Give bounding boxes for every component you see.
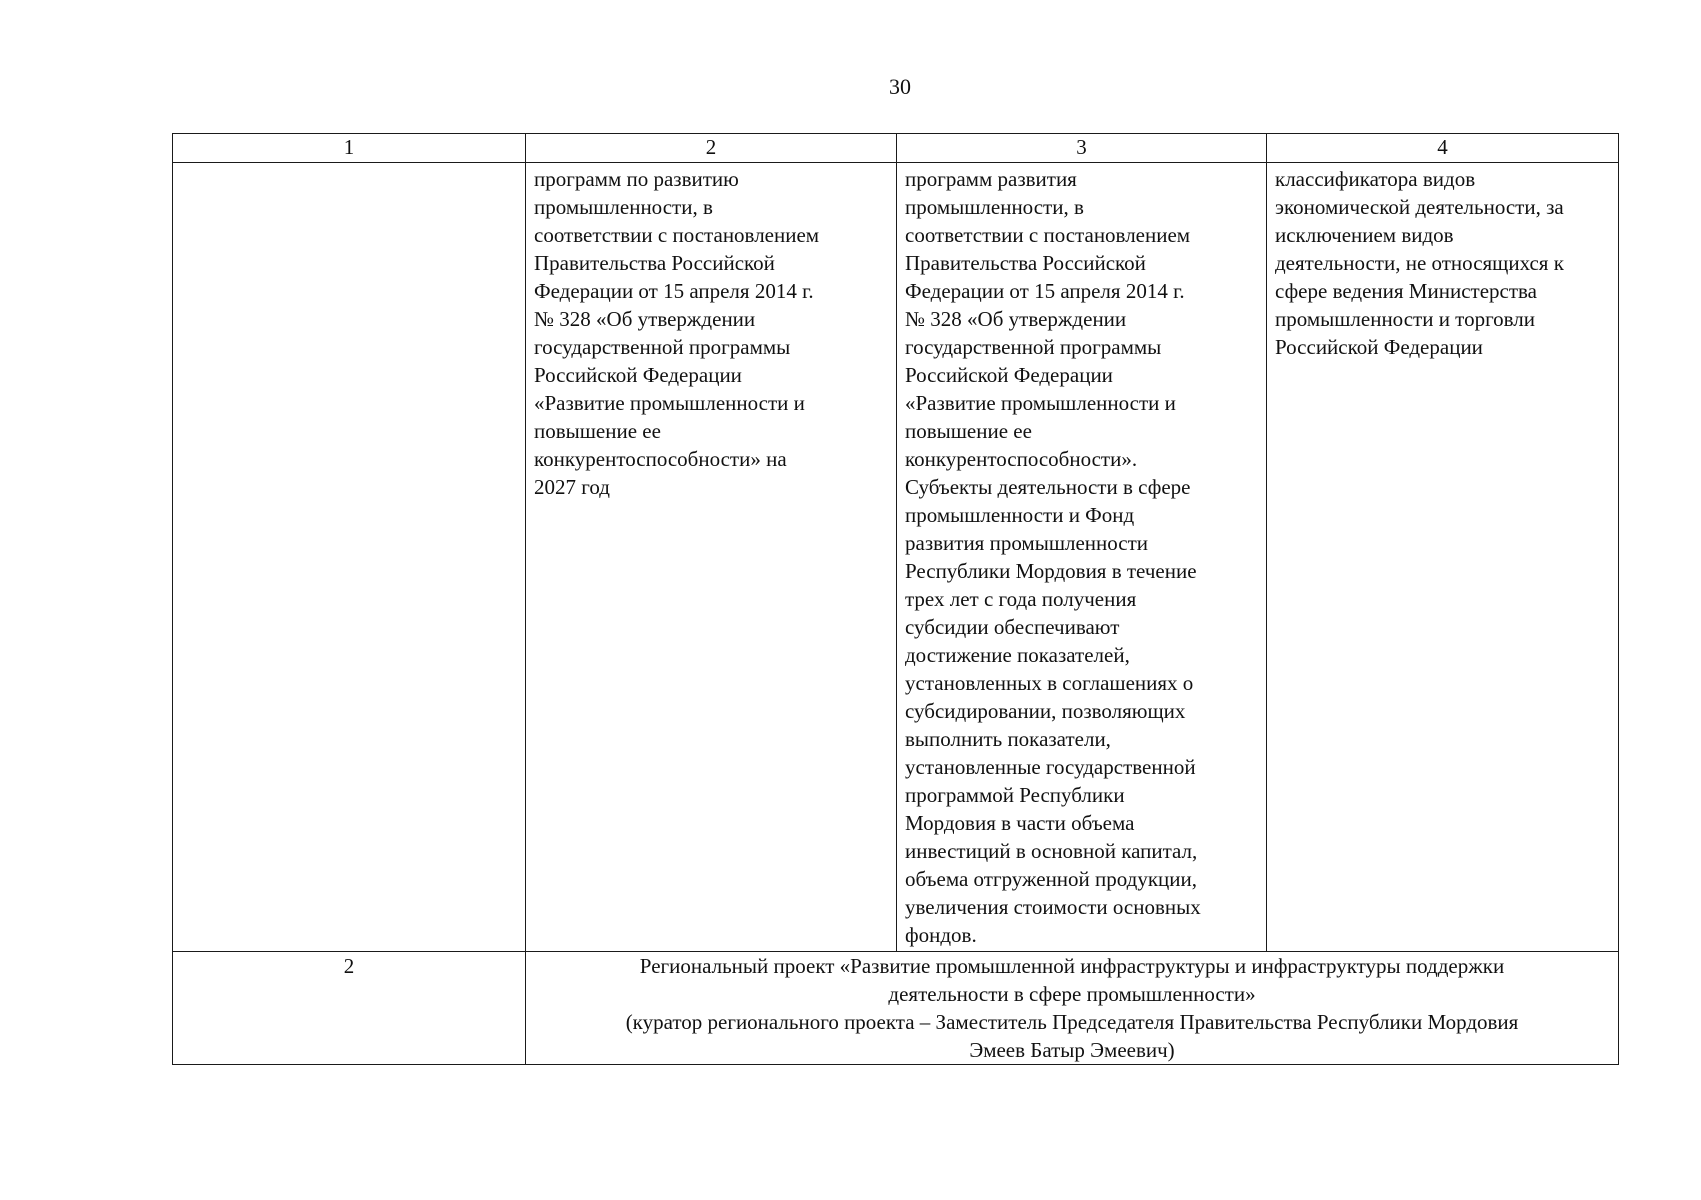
document-table: [172, 133, 1619, 1065]
table-row: [173, 952, 1619, 1065]
row1-col3-text: программ развития промышленности, в соответствии с постановлением Правительства Российской Федерации от 15 апреля 2014 г. № 328 «Об утверждении государственной программы Российской Федерации «Развитие промышленности и повышение ее конкурентоспособности». Субъекты деятельности в сфере промышленности и Фонд развития промышленности Республики Мордовия в течение трех лет с года получения субсидии обеспечивают достижение показателей, установленных в соглашениях о субсидировании, позволяющих выполнить показатели, установленные государственной программой Республики Мордовия в части объема инвестиций в основной капитал, объема отгруженной продукции, увеличения стоимости основных фондов.: [905, 167, 1201, 947]
row2-number: 2: [343, 954, 355, 978]
row1-col3-cell: [897, 163, 1267, 952]
project-curator-line-1: (куратор регионального проекта – Заместитель Председателя Правительства Республики Мордовия: [625, 1010, 1519, 1034]
column-header-3: 3: [897, 134, 1267, 163]
column-header-2: 2: [526, 134, 897, 163]
project-title-line-1: Региональный проект «Развитие промышленной инфраструктуры и инфраструктуры поддержки: [639, 954, 1505, 978]
column-header-1: 1: [173, 134, 526, 163]
regional-project-cell: [526, 952, 1619, 1065]
row1-col4-text: классификатора видов экономической деятельности, за исключением видов деятельности, не относящихся к сфере ведения Министерства промышленности и торговли Российской Федерации: [1275, 167, 1564, 359]
page-number: 30: [889, 74, 911, 99]
table-row: [173, 163, 1619, 952]
row1-col2-cell: [526, 163, 897, 952]
column-header-4: 4: [1267, 134, 1619, 163]
row1-col2-text: программ по развитию промышленности, в соответствии с постановлением Правительства Российской Федерации от 15 апреля 2014 г. № 328 «Об утверждении государственной программы Российской Федерации «Развитие промышленности и повышение ее конкурентоспособности» на 2027 год: [534, 167, 820, 499]
row1-col1-text: [181, 163, 517, 167]
row2-number-cell: [173, 952, 526, 1065]
row1-col4-cell: [1267, 163, 1619, 952]
table-header-row: [173, 134, 1619, 163]
row1-col1-cell: [173, 163, 526, 952]
project-curator-line-2: Эмеев Батыр Эмеевич): [969, 1038, 1175, 1062]
project-title-line-2: деятельности в сфере промышленности»: [888, 982, 1256, 1006]
